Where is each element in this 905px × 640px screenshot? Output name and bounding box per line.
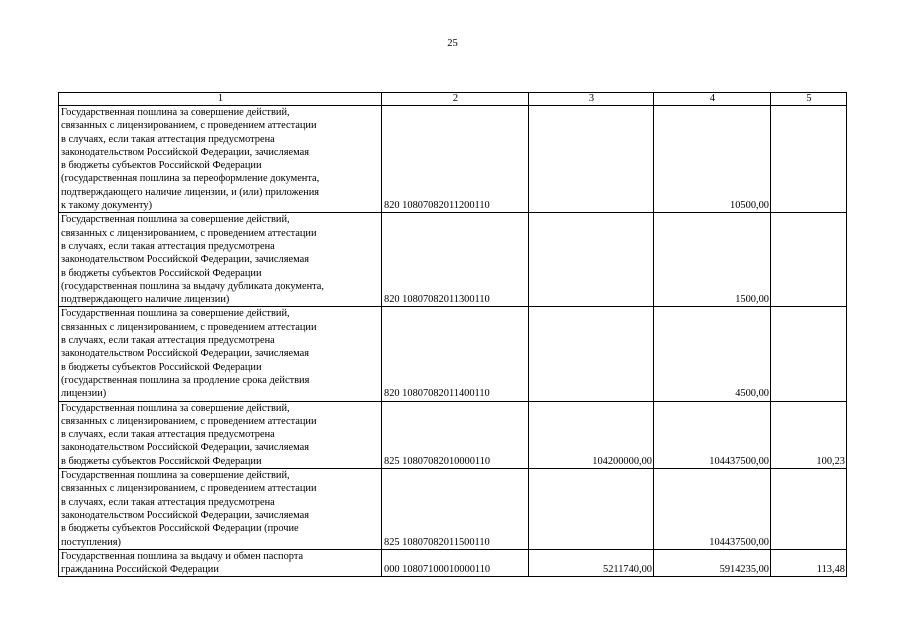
revenue-name-line: Государственная пошлина за совершение действий,: [61, 107, 290, 118]
table-header-row: [59, 93, 847, 106]
revenue-name-cell: [59, 307, 382, 401]
value-cell-col3: [529, 469, 654, 550]
value-cell-col3: [529, 106, 654, 213]
revenue-name-cell: [59, 549, 382, 577]
column-header-2: 2: [382, 93, 529, 106]
table-row: [59, 401, 847, 468]
value-cell-col5: 113,48: [771, 549, 847, 577]
revenue-name-line: в случаях, если такая аттестация предусмотрена: [61, 335, 275, 347]
revenue-name-cell: [59, 401, 382, 468]
page-number: 25: [447, 38, 458, 49]
column-header-1: 1: [59, 93, 382, 106]
revenue-name-line: (государственная пошлина за переоформление документа,: [61, 173, 320, 185]
value-cell-col4: 104437500,00: [654, 401, 771, 468]
revenue-name-line: Государственная пошлина за совершение действий,: [61, 214, 290, 226]
revenue-name-line: в случаях, если такая аттестация предусмотрена: [61, 240, 275, 252]
value-cell-col4: 104437500,00: [654, 469, 771, 550]
revenue-name-line: в бюджеты субъектов Российской Федерации: [61, 267, 262, 279]
revenue-name-line: Государственная пошлина за совершение действий,: [61, 308, 290, 320]
value-cell-col4: 5914235,00: [654, 549, 771, 577]
revenue-name-line: связанных с лицензированием, с проведением аттестации: [61, 120, 317, 132]
revenue-name-line: в бюджеты субъектов Российской Федерации: [61, 361, 262, 373]
revenue-name-line: поступления): [61, 536, 121, 548]
revenue-name-line: в случаях, если такая аттестация предусмотрена: [61, 496, 275, 508]
value-cell-col5: [771, 307, 847, 401]
revenue-name-line: связанных с лицензированием, с проведением аттестации: [61, 415, 317, 427]
budget-code-cell: 825 10807082011500110: [382, 469, 529, 550]
value-cell-col3: [529, 213, 654, 307]
table-body: [59, 106, 847, 577]
value-cell-col5: 100,23: [771, 401, 847, 468]
value-cell-col3: [529, 307, 654, 401]
revenue-name-line: Государственная пошлина за выдачу и обмен паспорта: [61, 550, 304, 562]
revenue-name-cell: [59, 106, 382, 213]
revenue-name-cell: [59, 469, 382, 550]
revenue-name-line: (государственная пошлина за продление срока действия: [61, 374, 310, 386]
revenue-name-line: связанных с лицензированием, с проведением аттестации: [61, 321, 317, 333]
table-row: [59, 307, 847, 401]
revenue-name-line: (государственная пошлина за выдачу дубликата документа,: [61, 280, 325, 292]
revenue-name-line: к такому документу): [61, 200, 153, 212]
value-cell-col3: 104200000,00: [529, 401, 654, 468]
revenue-name-line: законодательством Российской Федерации, зачисляемая: [61, 146, 309, 158]
budget-code-cell: 820 10807082011300110: [382, 213, 529, 307]
revenue-name-cell: [59, 213, 382, 307]
value-cell-col5: [771, 213, 847, 307]
revenue-name-line: подтверждающего наличие лицензии, и (или) приложения: [61, 186, 320, 198]
revenue-name-line: лицензии): [61, 388, 107, 400]
value-cell-col4: 4500,00: [654, 307, 771, 401]
revenue-table: [58, 92, 847, 577]
revenue-name-line: законодательством Российской Федерации, зачисляемая: [61, 348, 309, 360]
revenue-name-line: гражданина Российской Федерации: [61, 564, 219, 576]
revenue-name-line: законодательством Российской Федерации, зачисляемая: [61, 254, 309, 266]
table-row: [59, 549, 847, 577]
value-cell-col3: 5211740,00: [529, 549, 654, 577]
column-header-5: 5: [771, 93, 847, 106]
budget-code-cell: 000 10807100010000110: [382, 549, 529, 577]
revenue-name-line: Государственная пошлина за совершение действий,: [61, 470, 290, 482]
revenue-name-line: в бюджеты субъектов Российской Федерации: [61, 455, 262, 467]
budget-code-cell: 820 10807082011200110: [382, 106, 529, 213]
value-cell-col5: [771, 106, 847, 213]
revenue-name-line: в бюджеты субъектов Российской Федерации: [61, 160, 262, 172]
value-cell-col5: [771, 469, 847, 550]
revenue-name-line: законодательством Российской Федерации, зачисляемая: [61, 442, 309, 454]
revenue-name-line: законодательством Российской Федерации, зачисляемая: [61, 509, 309, 521]
revenue-name-line: связанных с лицензированием, с проведением аттестации: [61, 227, 317, 239]
revenue-name-line: Государственная пошлина за совершение действий,: [61, 402, 290, 414]
column-header-3: 3: [529, 93, 654, 106]
value-cell-col4: 1500,00: [654, 213, 771, 307]
revenue-name-line: в случаях, если такая аттестация предусмотрена: [61, 429, 275, 441]
column-header-4: 4: [654, 93, 771, 106]
table-row: [59, 106, 847, 213]
value-cell-col4: 10500,00: [654, 106, 771, 213]
revenue-name-line: связанных с лицензированием, с проведением аттестации: [61, 483, 317, 495]
table-row: [59, 213, 847, 307]
revenue-name-line: подтверждающего наличие лицензии): [61, 294, 230, 306]
budget-code-cell: 820 10807082011400110: [382, 307, 529, 401]
revenue-name-line: в бюджеты субъектов Российской Федерации (прочие: [61, 523, 299, 535]
budget-code-cell: 825 10807082010000110: [382, 401, 529, 468]
revenue-name-line: в случаях, если такая аттестация предусмотрена: [61, 133, 275, 145]
table-row: [59, 469, 847, 550]
